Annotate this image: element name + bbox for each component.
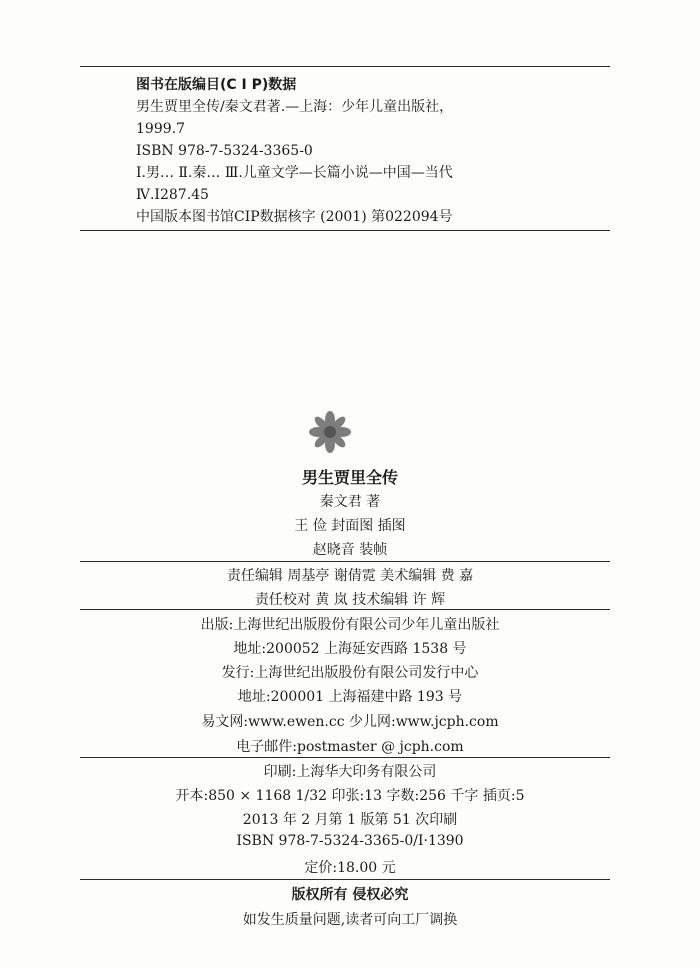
- proofreaders-line: 责任校对 黄 岚 技术编辑 许 辉: [254, 592, 446, 608]
- publisher-line: 出版:上海世纪出版股份有限公司少年儿童出版社: [200, 617, 500, 633]
- websites-line: 易文网:www.ewen.cc 少儿网:www.jcph.com: [201, 714, 499, 730]
- book-title: 男生贾里全传: [301, 468, 398, 487]
- illustrator-line: 王 俭 封面图 插图: [294, 518, 406, 534]
- cip-line-isbn: ISBN 978-7-5324-3365-0: [136, 143, 313, 159]
- cip-heading: 图书在版编目(C I P)数据: [136, 77, 297, 93]
- cip-bottom-rule: [80, 230, 610, 231]
- edition-line: 2013 年 2 月第 1 版第 51 次印刷: [242, 812, 458, 828]
- distributor-line: 发行:上海世纪出版股份有限公司发行中心: [221, 665, 479, 681]
- cip-line-classification: Ⅰ.男… Ⅱ.秦… Ⅲ.儿童文学—长篇小说—中国—当代: [136, 165, 453, 181]
- cip-top-rule: [80, 66, 610, 67]
- format-line: 开本:850 × 1168 1/32 印张:13 字数:256 千字 插页:5: [175, 788, 525, 804]
- editors-line: 责任编辑 周基亭 谢倩霓 美术编辑 费 嘉: [226, 568, 474, 584]
- snowflake-ornament-icon: [308, 410, 352, 454]
- cip-line-title: 男生贾里全传/秦文君著.—上海：少年儿童出版社，: [136, 99, 454, 115]
- rule-3: [80, 757, 610, 758]
- price-line: 定价:18.00 元: [304, 860, 396, 876]
- rule-4: [80, 879, 610, 880]
- author-line: 秦文君 著: [319, 494, 381, 510]
- quality-notice-line: 如发生质量问题,读者可向工厂调换: [242, 912, 458, 928]
- rule-2: [80, 609, 610, 610]
- isbn-line: ISBN 978-7-5324-3365-0/I·1390: [236, 833, 464, 849]
- cip-line-cip-number: 中国版本图书馆CIP数据核字 (2001) 第022094号: [136, 209, 453, 225]
- binding-line: 赵晓音 装帧: [312, 542, 388, 558]
- cip-line-call-number: Ⅳ.I287.45: [136, 187, 209, 203]
- email-line: 电子邮件:postmaster @ jcph.com: [236, 739, 464, 755]
- rights-line: 版权所有 侵权必究: [291, 887, 409, 903]
- printer-line: 印刷:上海华大印务有限公司: [263, 764, 437, 780]
- cip-block: [136, 74, 606, 228]
- rule-1: [80, 561, 610, 562]
- cip-line-date: 1999.7: [136, 121, 185, 137]
- publisher-address-line: 地址:200052 上海延安西路 1538 号: [233, 641, 467, 657]
- distributor-address-line: 地址:200001 上海福建中路 193 号: [237, 689, 463, 705]
